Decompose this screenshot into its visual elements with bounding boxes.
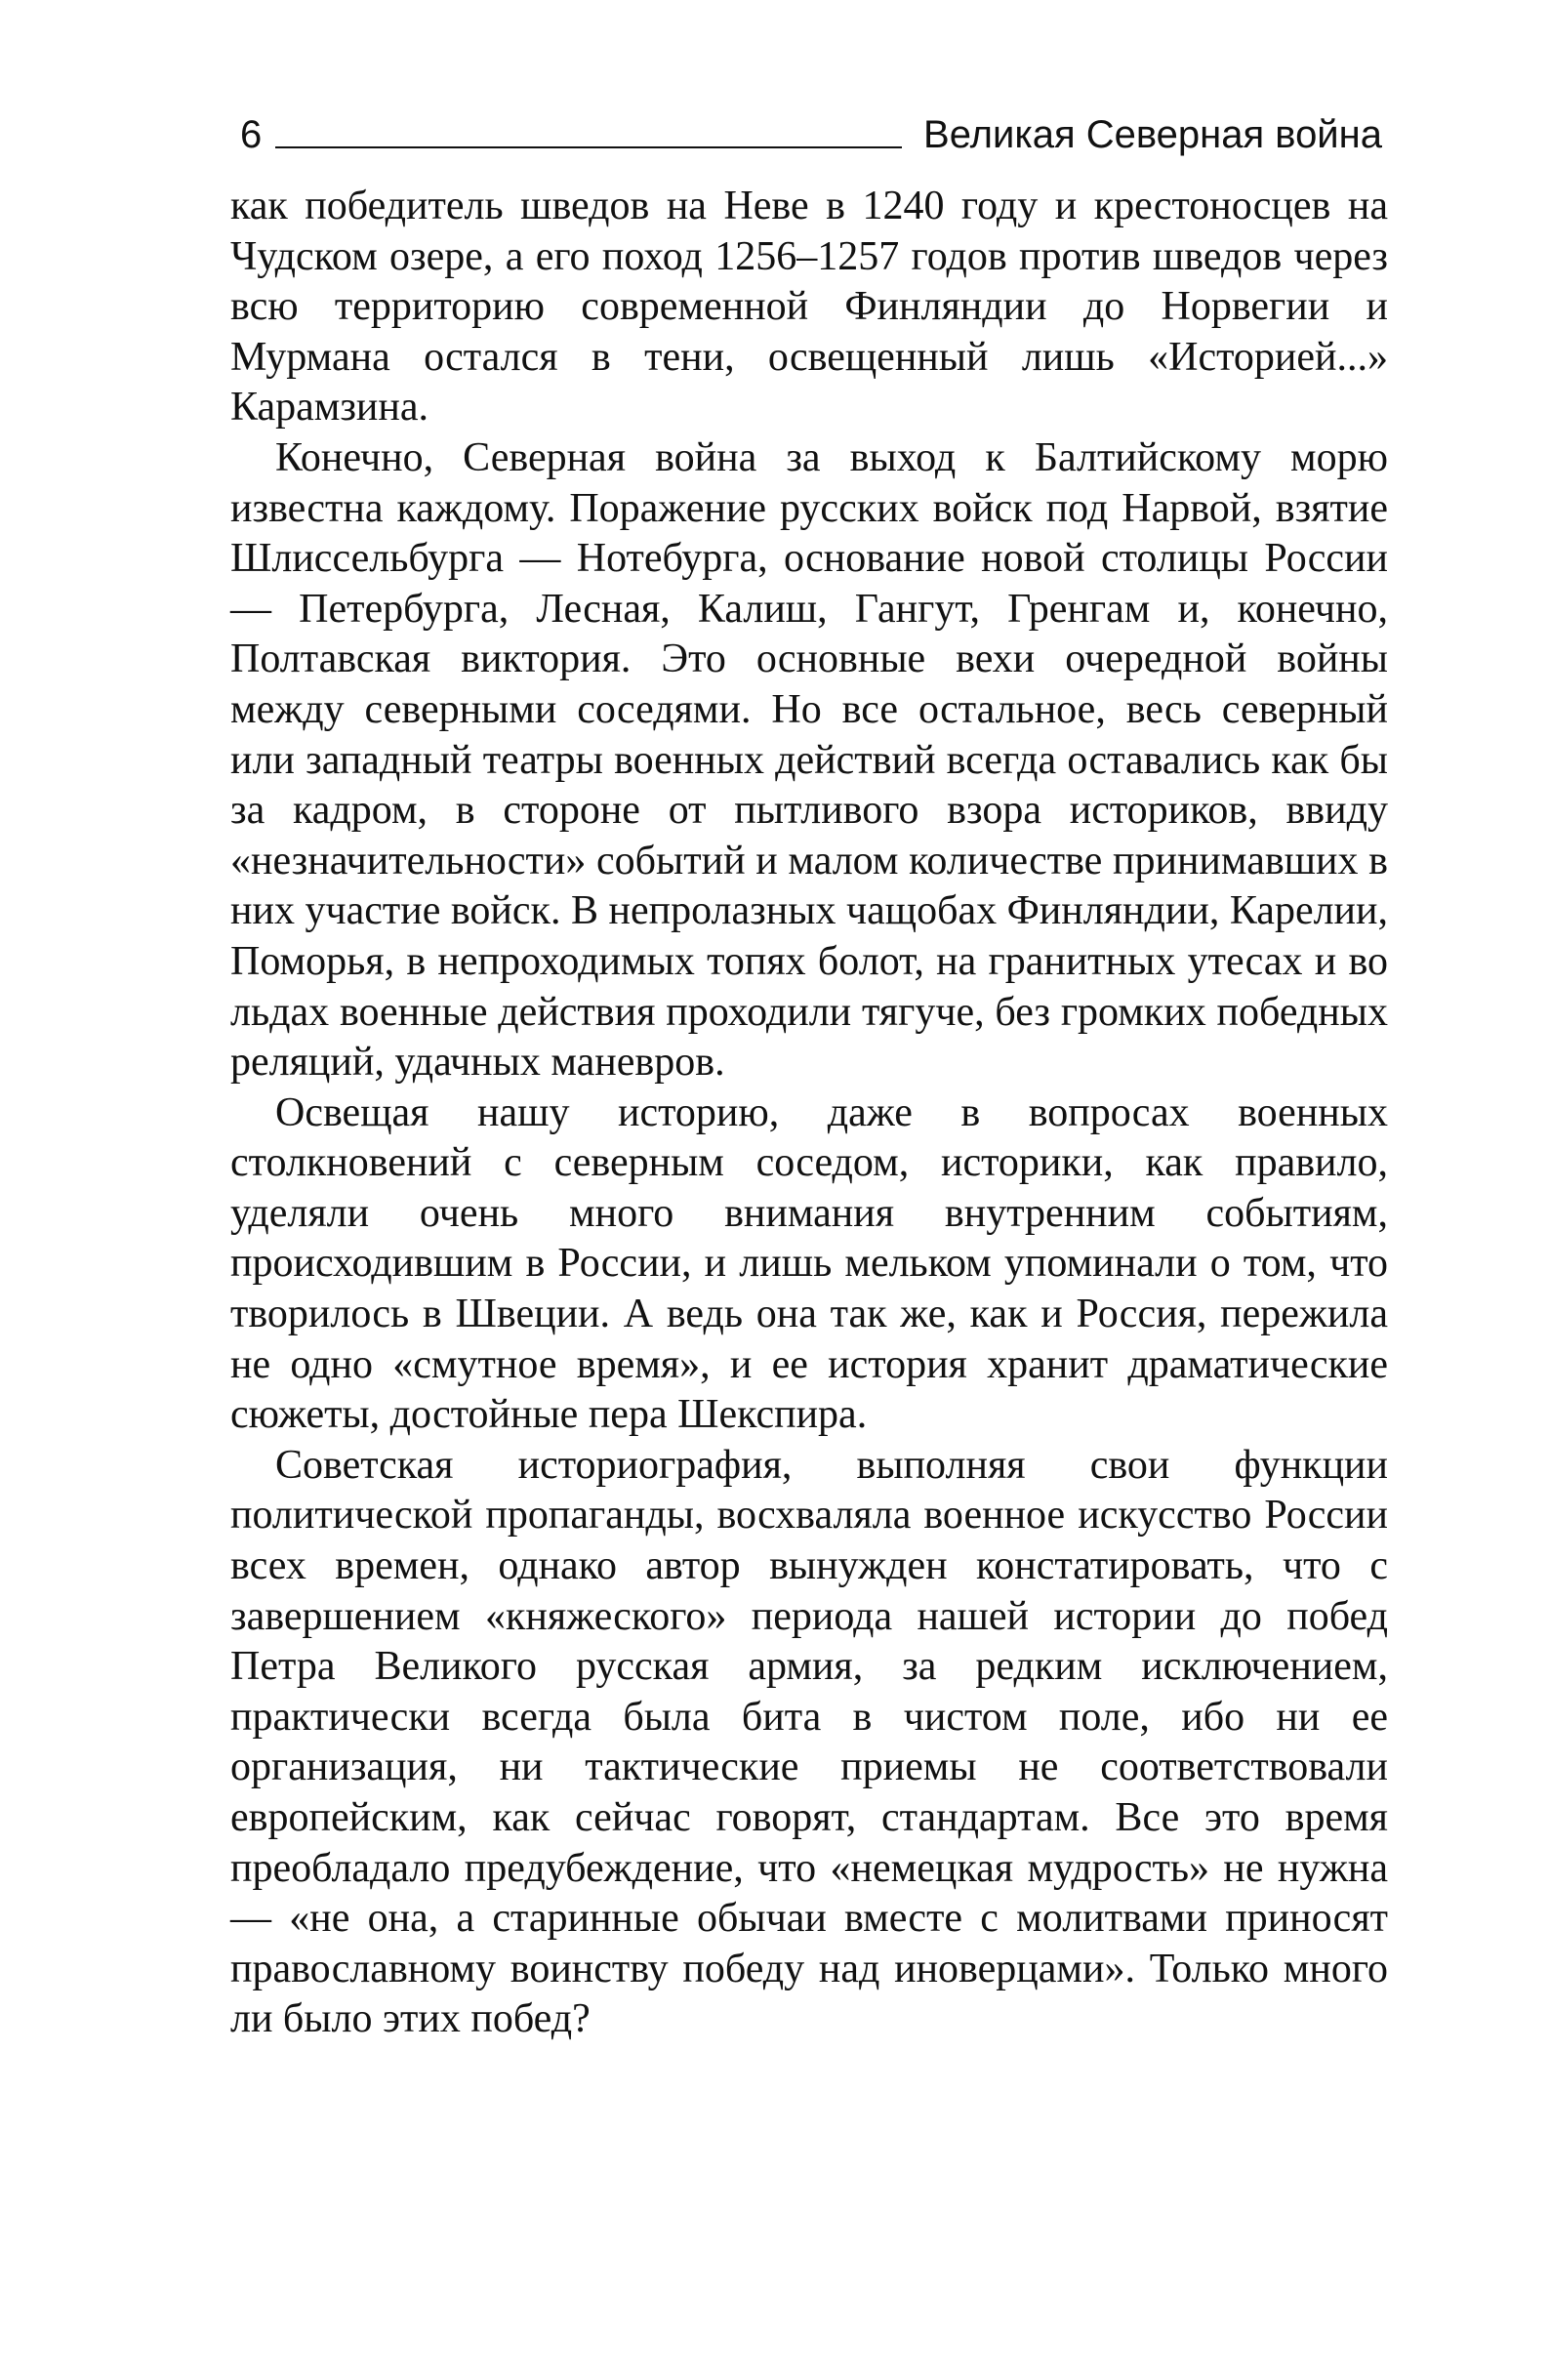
paragraph-4: Советская историография, выполняя свои функции политической пропаганды, восхваляла военное искусство России всех времен, однако автор вынужден констатировать, что с завершением «княжеского» периода нашей истории до побед Петра Великого русская армия, за редким исключением, практически всегда была бита в чистом поле, ибо ни ее организация, ни тактические приемы не соответствовали европейским, как сейчас говорят, стандартам. Все это время преобладало предубеждение, что «немецкая мудрость» не нужна — «не она, а старинные обычаи вместе с молитвами приносят православному воинству победу над иноверцами». Только много ли было этих побед? xyxy=(230,1442,1388,2042)
paragraph-1: как победитель шведов на Неве в 1240 году и крестоносцев на Чудском озере, а его поход 1256–1257 годов против шведов через всю территорию современной Финляндии до Норвегии и Мурмана остался в тени, освещенный лишь «Историей...» Карамзина. xyxy=(230,184,1388,431)
running-title: Великая Северная война xyxy=(923,113,1382,156)
running-header xyxy=(240,98,1382,156)
page-number: 6 xyxy=(240,113,263,156)
paragraph-2: Конечно, Северная война за выход к Балтийскому морю известна каждому. Поражение русских войск под Нарвой, взятие Шлиссельбурга — Нотебурга, основание новой столицы России — Петербурга, Лесная, Калиш, Гангут, Гренгам и, конечно, Полтавская виктория. Это основные вехи очередной войны между северными соседями. Но все остальное, весь северный или западный театры военных действий всегда оставались как бы за кадром, в стороне от пытливого взора историков, ввиду «незначительности» событий и малом количестве принимавших в них участие войск. В непролазных чащобах Финляндии, Карелии, Поморья, в непроходимых топях болот, на гранитных утесах и во льдах военные действия проходили тягуче, без громких победных реляций, удачных маневров. xyxy=(230,434,1388,1086)
paragraph-3: Освещая нашу историю, даже в вопросах военных столкновений с северным соседом, историки, как правило, уделяли очень много внимания внутренним событиям, происходившим в России, и лишь мельком упоминали о том, что творилось в Швеции. А ведь она так же, как и Россия, пережила не одно «смутное время», и ее история хранит драматические сюжеты, достойные пера Шекспира. xyxy=(230,1089,1388,1438)
body-text xyxy=(230,182,1388,2045)
header-rule xyxy=(275,146,902,148)
